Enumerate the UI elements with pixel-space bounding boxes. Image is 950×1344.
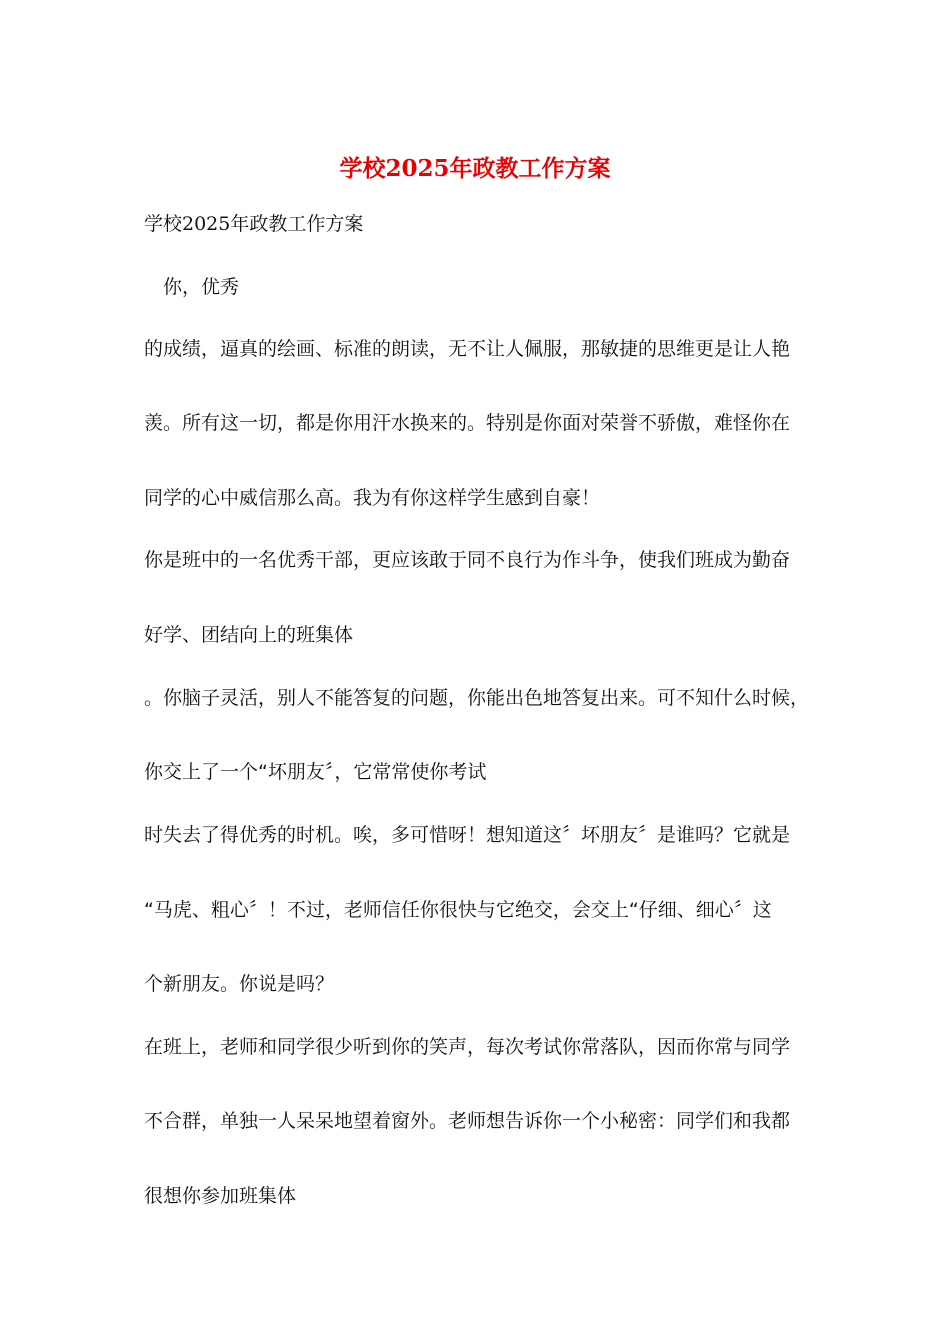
- paragraph-line: 时失去了得优秀的时机。唉，多可惜呀！想知道这〞坏朋友〞是谁吗？它就是: [144, 824, 791, 846]
- paragraph-line: 。你脑子灵活，别人不能答复的问题，你能出色地答复出来。可不知什么时候，: [144, 687, 810, 709]
- paragraph-line: 个新朋友。你说是吗？: [144, 973, 335, 995]
- document-title: 学校2025年政教工作方案: [339, 155, 611, 182]
- paragraph-line: 同学的心中威信那么高。我为有你这样学生感到自豪！: [144, 487, 601, 509]
- paragraph-line: 羡。所有这一切，都是你用汗水换来的。特别是你面对荣誉不骄傲，难怪你在: [144, 412, 791, 434]
- paragraph-line: 你交上了一个“坏朋友〞，它常常使你考试: [144, 761, 487, 783]
- paragraph-line: 很想你参加班集体: [144, 1185, 297, 1207]
- paragraph-line: 你，优秀: [144, 276, 240, 298]
- paragraph-line: 不合群，单独一人呆呆地望着窗外。老师想告诉你一个小秘密：同学们和我都: [144, 1110, 791, 1132]
- paragraph-line: 在班上，老师和同学很少听到你的笑声，每次考试你常落队，因而你常与同学: [144, 1036, 791, 1058]
- document-subtitle: 学校2025年政教工作方案: [144, 213, 364, 235]
- paragraph-line: 好学、团结向上的班集体: [144, 624, 354, 646]
- paragraph-line: 你是班中的一名优秀干部，更应该敢于同不良行为作斗争，使我们班成为勤奋: [144, 549, 791, 571]
- paragraph-line: 的成绩，逼真的绘画、标准的朗读，无不让人佩服，那敏捷的思维更是让人艳: [144, 338, 791, 360]
- paragraph-line: “马虎、粗心〞！不过，老师信任你很快与它绝交，会交上“仔细、细心〞这: [144, 899, 772, 921]
